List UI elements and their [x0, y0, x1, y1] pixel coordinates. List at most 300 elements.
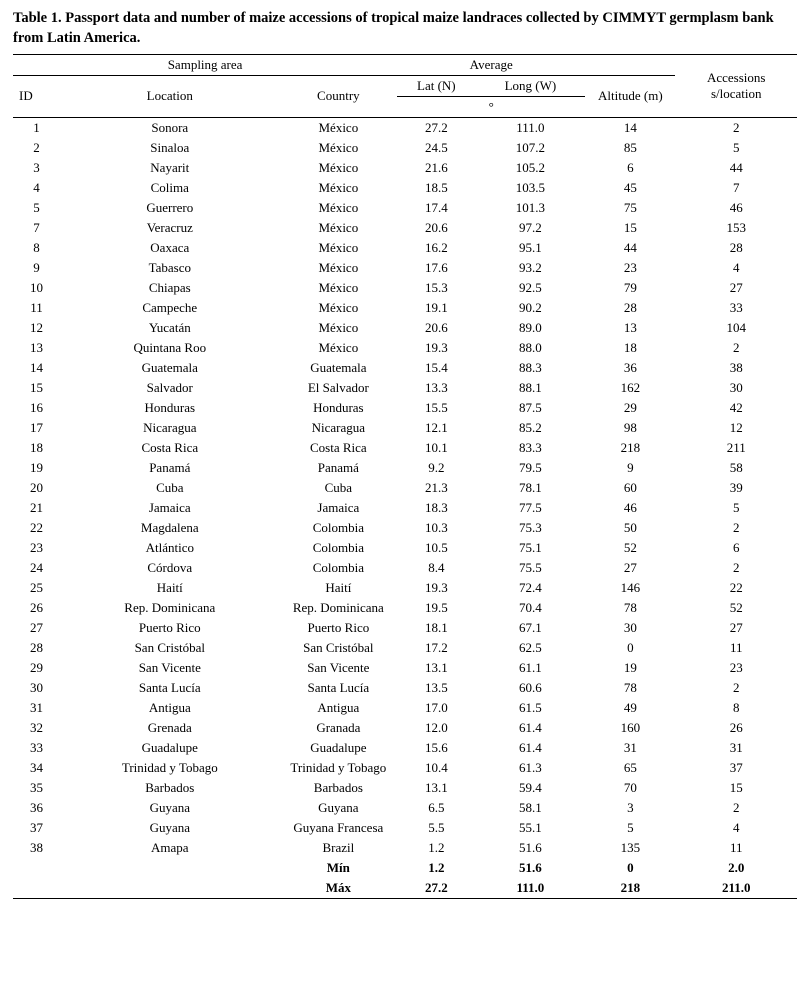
cell-lat: 12.0 [424, 719, 448, 735]
cell-long: 101.3 [515, 199, 546, 215]
cell-country: México [318, 279, 359, 295]
table-row [13, 278, 797, 298]
table-row [13, 198, 797, 218]
cell-location: Trinidad y Tobago [121, 759, 218, 775]
cell-country: Panamá [317, 459, 359, 475]
table-row [13, 218, 797, 238]
table-row [13, 518, 797, 538]
table-row [13, 338, 797, 358]
cell-long: 75.1 [519, 539, 542, 555]
cell-id: 13 [30, 339, 44, 355]
cell-lat: 19.3 [424, 339, 448, 355]
cell-location: Guyana [149, 819, 190, 835]
cell-accessions: 37 [729, 759, 743, 775]
cell-location: Yucatán [148, 319, 191, 335]
cell-long: 105.2 [515, 159, 546, 175]
cell-lat: 24.5 [424, 139, 448, 155]
cell-lat: 16.2 [424, 239, 448, 255]
id-header: ID [19, 88, 33, 104]
cell-accessions: 2 [675, 117, 797, 138]
table-caption: Table 1. Passport data and number of maize accessions of tropical maize landraces collected by CIMMYT germplasm bank from Latin America. [13, 10, 774, 47]
group-header-row [13, 54, 797, 75]
cell-altitude: 160 [620, 719, 641, 735]
cell-country: San Vicente [307, 659, 370, 675]
cell-accessions: 211.0 [721, 879, 751, 895]
altitude-header: Altitude (m) [598, 88, 663, 104]
cell-country: México [280, 117, 398, 138]
cell-accessions: 2 [732, 519, 740, 535]
cell-lat: 21.6 [424, 159, 448, 175]
cell-id: 12 [30, 319, 44, 335]
cell-accessions: 4 [732, 819, 740, 835]
cell-accessions: 2 [732, 559, 740, 575]
cell-long: 89.0 [519, 319, 542, 335]
cell-lat: 8.4 [428, 559, 445, 575]
table-row [13, 298, 797, 318]
cell-id: 18 [30, 439, 44, 455]
cell-id: 19 [30, 459, 44, 475]
cell-country: México [318, 159, 359, 175]
cell-long: 83.3 [519, 439, 542, 455]
cell-long: 75.3 [519, 519, 542, 535]
cell-location: Magdalena [140, 519, 199, 535]
cell-location [60, 878, 280, 899]
cell-country: Guyana Francesa [293, 819, 384, 835]
cell-id: 30 [30, 679, 44, 695]
cell-lat: 10.4 [424, 759, 448, 775]
cell-long: 61.1 [519, 659, 542, 675]
cell-accessions: 33 [729, 299, 743, 315]
table-row [13, 438, 797, 458]
cell-altitude: 49 [623, 699, 637, 715]
cell-country: Rep. Dominicana [292, 599, 384, 615]
cell-id: 25 [30, 579, 44, 595]
cell-altitude: 52 [623, 539, 637, 555]
cell-location: Haití [156, 579, 183, 595]
cell-altitude: 28 [623, 299, 637, 315]
cell-lat: 27.2 [424, 879, 448, 895]
cell-altitude: 15 [623, 219, 637, 235]
cell-country: México [318, 139, 359, 155]
cell-altitude: 78 [623, 679, 637, 695]
cell-lat: 17.2 [424, 639, 448, 655]
cell-id: 23 [30, 539, 44, 555]
table-header [13, 54, 797, 117]
cell-country: Honduras [313, 399, 364, 415]
cell-id: 20 [30, 479, 44, 495]
table-row [13, 618, 797, 638]
cell-id: 34 [30, 759, 44, 775]
cell-location: Panamá [149, 459, 191, 475]
cell-lat: 5.5 [428, 819, 445, 835]
location-header: Location [146, 88, 193, 104]
cell-accessions: 6 [732, 539, 740, 555]
cell-lat: 19.3 [424, 579, 448, 595]
cell-location: Salvador [146, 379, 193, 395]
altitude-spacer-cell [585, 54, 675, 75]
cell-id: 14 [30, 359, 44, 375]
cell-id: 27 [30, 619, 44, 635]
cell-altitude: 9 [627, 459, 634, 475]
cell-accessions: 44 [729, 159, 743, 175]
cell-long: 61.3 [519, 759, 542, 775]
cell-location: Barbados [145, 779, 195, 795]
cell-accessions: 8 [732, 699, 740, 715]
cell-long: 111.0 [516, 879, 545, 895]
cell-accessions: 15 [729, 779, 743, 795]
table-row [13, 117, 797, 138]
cell-id: 1 [13, 117, 60, 138]
cell-long: 78.1 [519, 479, 542, 495]
cell-location: Guatemala [141, 359, 198, 375]
cell-country: Colombia [312, 539, 364, 555]
table-row [13, 458, 797, 478]
cell-altitude: 5 [627, 819, 634, 835]
passport-data-table [13, 54, 797, 899]
cell-altitude: 218 [620, 439, 641, 455]
cell-long: 72.4 [519, 579, 542, 595]
cell-long: 67.1 [519, 619, 542, 635]
cell-id: 15 [30, 379, 44, 395]
cell-id: 11 [30, 299, 43, 315]
cell-location: Jamaica [148, 499, 191, 515]
cell-location: Atlántico [145, 539, 194, 555]
cell-long: 97.2 [519, 219, 542, 235]
table-row [13, 138, 797, 158]
cell-long: 58.1 [519, 799, 542, 815]
cell-lat: 12.1 [424, 419, 448, 435]
cell-country: San Cristóbal [303, 639, 374, 655]
cell-location: Guerrero [146, 199, 194, 215]
cell-lat: 18.1 [424, 619, 448, 635]
cell-country: Cuba [324, 479, 353, 495]
cell-lat: 18.3 [424, 499, 448, 515]
cell-altitude: 60 [623, 479, 637, 495]
cell-accessions: 22 [729, 579, 743, 595]
cell-altitude: 6 [627, 159, 634, 175]
cell-location: San Vicente [138, 659, 201, 675]
cell-altitude: 65 [623, 759, 637, 775]
cell-location: Puerto Rico [138, 619, 201, 635]
cell-accessions: 27 [729, 279, 743, 295]
summary-row [13, 858, 797, 878]
cell-accessions: 26 [729, 719, 743, 735]
cell-accessions: 38 [729, 359, 743, 375]
table-row [13, 758, 797, 778]
cell-altitude: 70 [623, 779, 637, 795]
cell-long: 90.2 [519, 299, 542, 315]
cell-country: Brazil [322, 839, 355, 855]
cell-altitude: 18 [623, 339, 637, 355]
cell-id: 8 [33, 239, 40, 255]
summary-label: Máx [325, 879, 351, 895]
cell-long: 111.0 [476, 117, 586, 138]
cell-id: 38 [30, 839, 44, 855]
cell-id: 3 [33, 159, 40, 175]
table-body [13, 117, 797, 898]
cell-lat: 15.4 [424, 359, 448, 375]
cell-lat: 10.3 [424, 519, 448, 535]
cell-country: Guatemala [310, 359, 367, 375]
table-row [13, 678, 797, 698]
average-header: Average [397, 54, 585, 75]
cell-accessions: 5 [732, 499, 740, 515]
cell-altitude: 14 [585, 117, 675, 138]
cell-long: 61.4 [519, 719, 542, 735]
cell-location: Amapa [151, 839, 189, 855]
table-row [13, 238, 797, 258]
cell-accessions: 23 [729, 659, 743, 675]
lat-header: Lat (N) [397, 75, 475, 96]
cell-accessions: 5 [732, 139, 740, 155]
table-row [13, 598, 797, 618]
table-row [13, 378, 797, 398]
table-row [13, 258, 797, 278]
table-row [13, 818, 797, 838]
table-row [13, 638, 797, 658]
cell-lat: 20.6 [424, 319, 448, 335]
cell-altitude: 79 [623, 279, 637, 295]
cell-accessions: 7 [732, 179, 740, 195]
cell-id: 10 [30, 279, 44, 295]
cell-altitude: 146 [620, 579, 641, 595]
cell-lat: 10.1 [424, 439, 448, 455]
cell-altitude: 0 [627, 639, 634, 655]
cell-long: 75.5 [519, 559, 542, 575]
cell-location: Honduras [144, 399, 196, 415]
cell-country: México [318, 339, 359, 355]
cell-altitude: 0 [627, 859, 634, 875]
cell-location: Santa Lucía [138, 679, 201, 695]
cell-long: 51.6 [519, 859, 542, 875]
cell-location: Guadalupe [141, 739, 198, 755]
cell-lat: 1.2 [428, 859, 445, 875]
cell-accessions: 12 [729, 419, 743, 435]
cell-id: 35 [30, 779, 44, 795]
cell-lat: 17.4 [424, 199, 448, 215]
cell-long: 93.2 [519, 259, 542, 275]
table-row [13, 398, 797, 418]
cell-accessions: 11 [729, 839, 743, 855]
table-row [13, 738, 797, 758]
degree-symbol: ° [488, 98, 494, 114]
cell-accessions: 11 [729, 639, 743, 655]
cell-long: 88.0 [519, 339, 542, 355]
cell-lat: 15.5 [424, 399, 448, 415]
cell-location: Quintana Roo [133, 339, 207, 355]
cell-id: 9 [33, 259, 40, 275]
cell-country: Trinidad y Tobago [290, 759, 387, 775]
cell-altitude: 85 [623, 139, 637, 155]
table-row [13, 498, 797, 518]
cell-lat: 1.2 [428, 839, 445, 855]
cell-id: 4 [33, 179, 40, 195]
cell-long: 88.1 [519, 379, 542, 395]
table-row [13, 318, 797, 338]
cell-altitude: 36 [623, 359, 637, 375]
cell-long: 51.6 [519, 839, 542, 855]
cell-country: Santa Lucía [307, 679, 370, 695]
cell-long: 107.2 [515, 139, 546, 155]
cell-country: Guyana [318, 799, 359, 815]
cell-country: México [318, 219, 359, 235]
cell-id: 29 [30, 659, 44, 675]
cell-altitude: 19 [623, 659, 637, 675]
cell-lat: 19.1 [424, 299, 448, 315]
cell-country: Granada [316, 719, 361, 735]
cell-id: 22 [30, 519, 44, 535]
table-row [13, 578, 797, 598]
cell-country: Barbados [313, 779, 363, 795]
country-header: Country [317, 88, 360, 104]
cell-location: Guyana [149, 799, 190, 815]
cell-altitude: 45 [623, 179, 637, 195]
cell-country: México [318, 179, 359, 195]
summary-label: Mín [326, 859, 350, 875]
table-row [13, 658, 797, 678]
cell-location: Antigua [148, 699, 191, 715]
cell-accessions: 2 [732, 339, 740, 355]
cell-country: México [318, 259, 359, 275]
cell-altitude: 135 [620, 839, 641, 855]
cell-lat: 15.6 [424, 739, 448, 755]
table-row [13, 538, 797, 558]
accessions-header [675, 54, 797, 117]
cell-id: 33 [30, 739, 44, 755]
cell-country: Guadalupe [310, 739, 367, 755]
cell-location [60, 858, 280, 878]
table-row [13, 798, 797, 818]
cell-long: 103.5 [515, 179, 546, 195]
table-row [13, 158, 797, 178]
cell-lat: 13.1 [424, 659, 448, 675]
cell-lat: 17.6 [424, 259, 448, 275]
cell-altitude: 218 [620, 879, 641, 895]
cell-accessions: 2.0 [728, 859, 745, 875]
cell-accessions: 42 [729, 399, 743, 415]
cell-location: Nayarit [150, 159, 190, 175]
cell-accessions: 46 [729, 199, 743, 215]
cell-location: Córdova [147, 559, 193, 575]
cell-lat: 21.3 [424, 479, 448, 495]
cell-id [13, 858, 60, 878]
cell-altitude: 75 [623, 199, 637, 215]
sampling-area-header: Sampling area [13, 54, 397, 75]
cell-country: Antigua [317, 699, 360, 715]
cell-id: 28 [30, 639, 44, 655]
cell-long: 59.4 [519, 779, 542, 795]
cell-long: 77.5 [519, 499, 542, 515]
cell-lat: 10.5 [424, 539, 448, 555]
cell-location: San Cristóbal [134, 639, 205, 655]
cell-accessions: 2 [732, 679, 740, 695]
cell-long: 61.5 [519, 699, 542, 715]
cell-altitude: 23 [623, 259, 637, 275]
cell-lat: 17.0 [424, 699, 448, 715]
cell-lat: 15.3 [424, 279, 448, 295]
cell-location: Cuba [156, 479, 184, 495]
cell-id: 5 [33, 199, 40, 215]
cell-id: 7 [33, 219, 40, 235]
cell-location: Grenada [147, 719, 192, 735]
cell-id: 16 [30, 399, 44, 415]
cell-lat: 9.2 [428, 459, 445, 475]
table-row [13, 698, 797, 718]
table-row [13, 478, 797, 498]
accessions-header-label: Accessions s/location [706, 69, 766, 101]
cell-long: 79.5 [519, 459, 542, 475]
table-row [13, 418, 797, 438]
cell-country: Colombia [312, 559, 364, 575]
cell-accessions: 52 [729, 599, 743, 615]
cell-accessions: 39 [729, 479, 743, 495]
long-header: Long (W) [476, 75, 586, 96]
cell-lat: 20.6 [424, 219, 448, 235]
cell-country: Jamaica [317, 499, 360, 515]
cell-location: Tabasco [148, 259, 191, 275]
cell-country: México [318, 319, 359, 335]
cell-long: 85.2 [519, 419, 542, 435]
cell-lat: 18.5 [424, 179, 448, 195]
cell-country: Costa Rica [310, 439, 367, 455]
cell-accessions: 211 [726, 439, 746, 455]
cell-id: 31 [30, 699, 44, 715]
cell-long: 60.6 [519, 679, 542, 695]
cell-country: México [318, 299, 359, 315]
cell-location: Nicaragua [143, 419, 197, 435]
cell-location: Veracruz [146, 219, 193, 235]
cell-id: 36 [30, 799, 44, 815]
cell-altitude: 46 [623, 499, 637, 515]
cell-altitude: 3 [627, 799, 634, 815]
cell-long: 70.4 [519, 599, 542, 615]
cell-id: 17 [30, 419, 44, 435]
cell-accessions: 27 [729, 619, 743, 635]
cell-altitude: 31 [623, 739, 637, 755]
cell-lat: 13.5 [424, 679, 448, 695]
cell-altitude: 27 [623, 559, 637, 575]
table-row [13, 178, 797, 198]
summary-row [13, 878, 797, 899]
cell-lat: 6.5 [428, 799, 445, 815]
table-row [13, 358, 797, 378]
cell-accessions: 31 [729, 739, 743, 755]
cell-country: México [318, 239, 359, 255]
cell-id: 21 [30, 499, 44, 515]
cell-accessions: 4 [732, 259, 740, 275]
cell-country: El Salvador [307, 379, 369, 395]
cell-location: Colima [150, 179, 189, 195]
table-row [13, 778, 797, 798]
cell-lat: 27.2 [397, 117, 475, 138]
cell-altitude: 13 [623, 319, 637, 335]
table-row [13, 718, 797, 738]
cell-long: 55.1 [519, 819, 542, 835]
cell-location: Oaxaca [150, 239, 190, 255]
cell-accessions: 58 [729, 459, 743, 475]
cell-accessions: 2 [732, 799, 740, 815]
table-row [13, 838, 797, 858]
cell-id [13, 878, 60, 899]
cell-long: 88.3 [519, 359, 542, 375]
cell-accessions: 30 [729, 379, 743, 395]
cell-country: Haití [325, 579, 352, 595]
cell-accessions: 153 [726, 219, 746, 235]
cell-altitude: 44 [623, 239, 637, 255]
cell-id: 2 [33, 139, 40, 155]
cell-altitude: 162 [620, 379, 641, 395]
cell-lat: 19.5 [424, 599, 448, 615]
